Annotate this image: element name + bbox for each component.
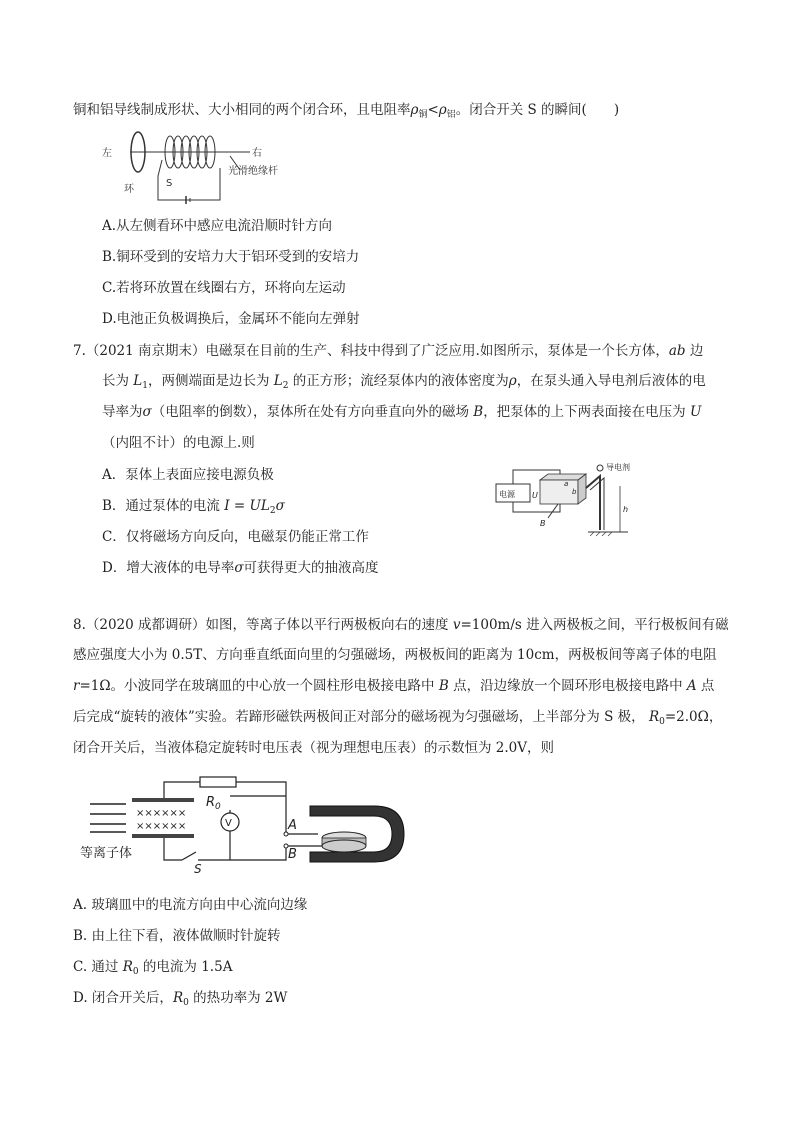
q7-fig-source-label: 电源: [499, 490, 515, 499]
q7-fig-b-label: b: [572, 488, 577, 496]
q8-fig-crosses-bottom: ××××××: [136, 821, 187, 832]
q7-stem-line1: 7.（2021 南京期末）电磁泵在目前的生产、科技中得到了广泛应用.如图所示，泵体是一个长方体，ab 边: [73, 343, 704, 359]
q7-option-b: B．通过泵体的电流 $I = UL_2\sigma$: [102, 498, 285, 516]
q8-fig-plasma-label: 等离子体: [80, 846, 133, 861]
q7-fig-h-label: h: [623, 505, 629, 514]
q8-stem-line2: 感应强度大小为 0.5T、方向垂直纸面向里的匀强磁场，两极板间的距离为 10cm，两极板间等离子体的电阻: [73, 647, 717, 663]
q7-pump-figure: [488, 460, 648, 540]
q7-fig-field-label: B: [540, 519, 546, 528]
q6-fig-right-label: 右: [252, 148, 262, 159]
q8-fig-b-label: B: [288, 847, 297, 862]
q6-fig-ring-label: 环: [124, 184, 134, 195]
q8-stem-line4: 后完成“旋转的液体”实验。若蹄形磁铁两极间正对部分的磁场视为匀强磁场，上半部分为 S 极， $R_0=2.0\Omega$，: [73, 709, 723, 727]
q7-option-d: D．增大液体的电导率σ可获得更大的抽液高度: [102, 560, 379, 576]
q6-stem: 铜和铝导线制成形状、大小相同的两个闭合环，且电阻率$\rho_铜<\rho_铝$。闭合开关 S 的瞬间( ): [73, 102, 620, 120]
q7-stem-line4: （内阻不计）的电源上.则: [102, 435, 255, 451]
q8-stem-line5: 闭合开关后，当液体稳定旋转时电压表（视为理想电压表）的示数恒为 2.0V，则: [73, 740, 555, 756]
q6-option-b: B.铜环受到的安培力大于铝环受到的安培力: [102, 249, 360, 265]
q8-fig-switch-label: S: [194, 862, 202, 874]
q8-fig-crosses-top: ××××××: [136, 808, 187, 819]
q7-stem-line2: 长为 $L_1$，两侧端面是边长为 $L_2$ 的正方形；流经泵体内的液体密度为ρ，在泵头通入导电剂后液体的电: [102, 373, 706, 391]
q8-fig-r0-label: $R_0$: [206, 795, 221, 812]
q6-fig-left-label: 左: [102, 148, 112, 159]
q8-fig-a-label: A: [288, 818, 297, 833]
q6-option-d: D.电池正负极调换后，金属环不能向左弹射: [102, 311, 360, 327]
q7-option-c: C．仅将磁场方向反向，电磁泵仍能正常工作: [102, 529, 369, 545]
q6-option-c: C.若将环放置在线圈右方，环将向左运动: [102, 280, 346, 296]
q7-option-a: A．泵体上表面应接电源负极: [102, 467, 274, 483]
q8-option-d: D. 闭合开关后，$R_0$ 的热功率为 2W: [73, 990, 288, 1008]
q8-option-c: C. 通过 $R_0$ 的电流为 1.5A: [73, 959, 233, 977]
q7-fig-a-label: a: [564, 480, 569, 488]
q7-fig-u-label: U: [532, 491, 538, 500]
q8-fig-voltmeter-label: V: [225, 818, 232, 829]
q7-fig-agent-label: 导电剂: [606, 463, 630, 472]
q8-stem-line3: r=1Ω。小波同学在玻璃皿的中心放一个圆柱形电极接电路中 B 点，沿边缘放一个圆环形电极接电路中 A 点: [73, 678, 715, 694]
q7-stem-line3: 导率为σ（电阻率的倒数），泵体所在处有方向垂直向外的磁场 B，把泵体的上下两表面接在电压为 U: [102, 404, 702, 420]
q6-option-a: A.从左侧看环中感应电流沿顺时针方向: [102, 218, 333, 234]
q6-fig-switch-label: S: [166, 178, 173, 189]
q6-fig-rod-label: 光滑绝缘杆: [228, 166, 278, 177]
q8-option-b: B. 由上往下看，液体做顺时针旋转: [73, 928, 281, 944]
q8-option-a: A. 玻璃皿中的电流方向由中心流向边缘: [73, 897, 308, 913]
q8-stem-line1: 8.（2020 成都调研）如图，等离子体以平行两极板向右的速度 v=100m/s 进入两极板之间，平行极板间有磁: [73, 617, 729, 633]
